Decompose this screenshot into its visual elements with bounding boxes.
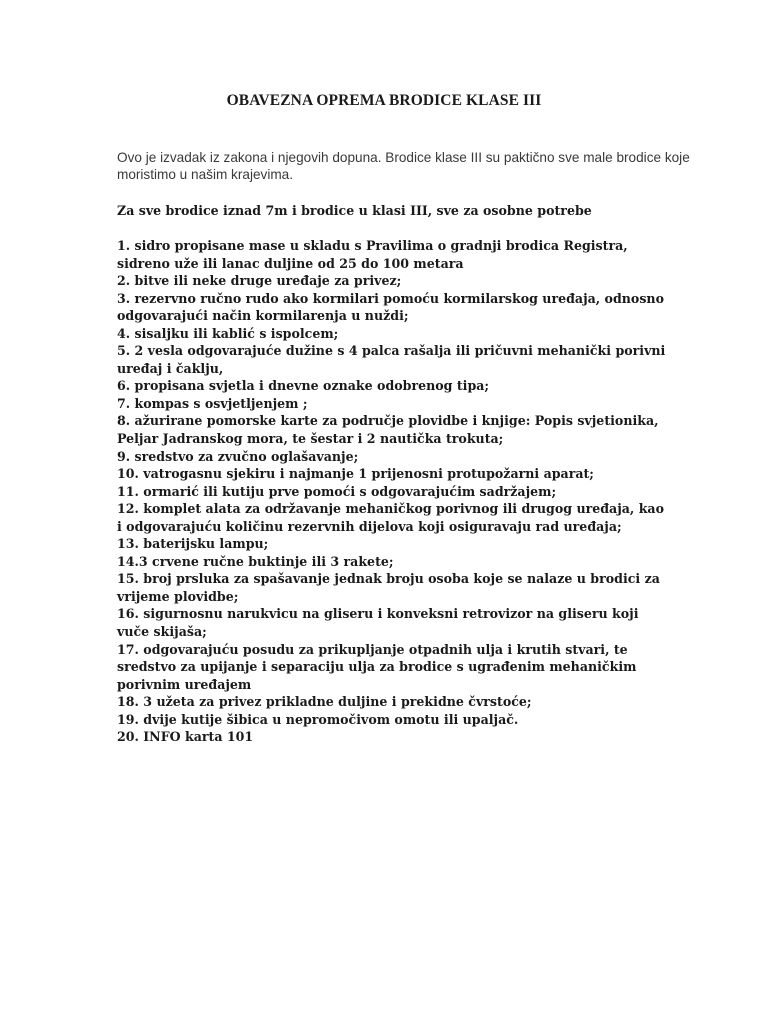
list-item: 14.3 crvene ručne buktinje ili 3 rakete; [117,553,394,569]
list-item: 19. dvije kutije šibica u nepromočivom omotu ili upaljač. [117,711,519,727]
list-item: 1. sidro propisane mase u skladu s Pravilima o gradnji brodica Registra, sidreno uže ili lanac duljine od 25 do 100 metara [117,238,628,271]
equipment-list [117,237,673,746]
list-item: 16. sigurnosnu narukvicu na gliseru i konveksni retrovizor na gliseru koji vuče skijaša; [117,606,639,640]
list-item: 10. vatrogasnu sjekiru i najmanje 1 prijenosni protupožarni aparat; [117,466,594,482]
list-item: 4. sisaljku ili kablić s ispolcem; [117,325,339,341]
section-heading: Za sve brodice iznad 7m i brodice u klasi III, sve za osobne potrebe [117,203,592,218]
list-item: 9. sredstvo za zvučno oglašavanje; [117,448,359,464]
list-item: 15. broj prsluka za spašavanje jednak broju osoba koje se nalaze u brodici za vrijeme plovidbe; [117,571,660,604]
list-item: 20. INFO karta 101 [117,729,254,745]
list-item: 2. bitve ili neke druge uređaje za privez; [117,273,402,289]
intro-paragraph: Ovo je izvadak iz zakona i njegovih dopuna. Brodice klase III su paktično sve male brodice koje moristimo u našim krajevima. [117,150,690,182]
list-item: 18. 3 užeta za privez prikladne duljine i prekidne čvrstoće; [117,694,532,710]
list-item: 5. 2 vesla odgovarajuće dužine s 4 palca rašalja ili pričuvni mehanički porivni uređaj i čaklju, [117,343,666,376]
list-item: 12. komplet alata za održavanje mehaničkog porivnog ili drugog uređaja, kao i odgovarajuću količinu rezervnih dijelova koji osiguravaju rad uređaja; [117,501,664,534]
list-item: 13. baterijsku lampu; [117,536,269,552]
list-item: 17. odgovarajuću posudu za prikupljanje otpadnih ulja i krutih stvari, te sredstvo za upijanje i separaciju ulja za brodice s ugrađenim mehaničkim porivnim uređajem [117,641,637,692]
list-item: 6. propisana svjetla i dnevne oznake odobrenog tipa; [117,378,490,394]
list-item: 11. ormarić ili kutiju prve pomoći s odgovarajućim sadržajem; [117,483,557,499]
list-item: 7. kompas s osvjetljenjem ; [117,395,308,411]
document-title: OBAVEZNA OPREMA BRODICE KLASE III [226,92,542,109]
list-item: 3. rezervno ručno rudo ako kormilari pomoću kormilarskog uređaja, odnosno odgovarajući način kormilarenja u nuždi; [117,290,664,324]
list-item: 8. ažurirane pomorske karte za područje plovidbe i knjige: Popis svjetionika, Peljar Jadranskog mora, te šestar i 2 nautička trokuta; [117,413,659,447]
